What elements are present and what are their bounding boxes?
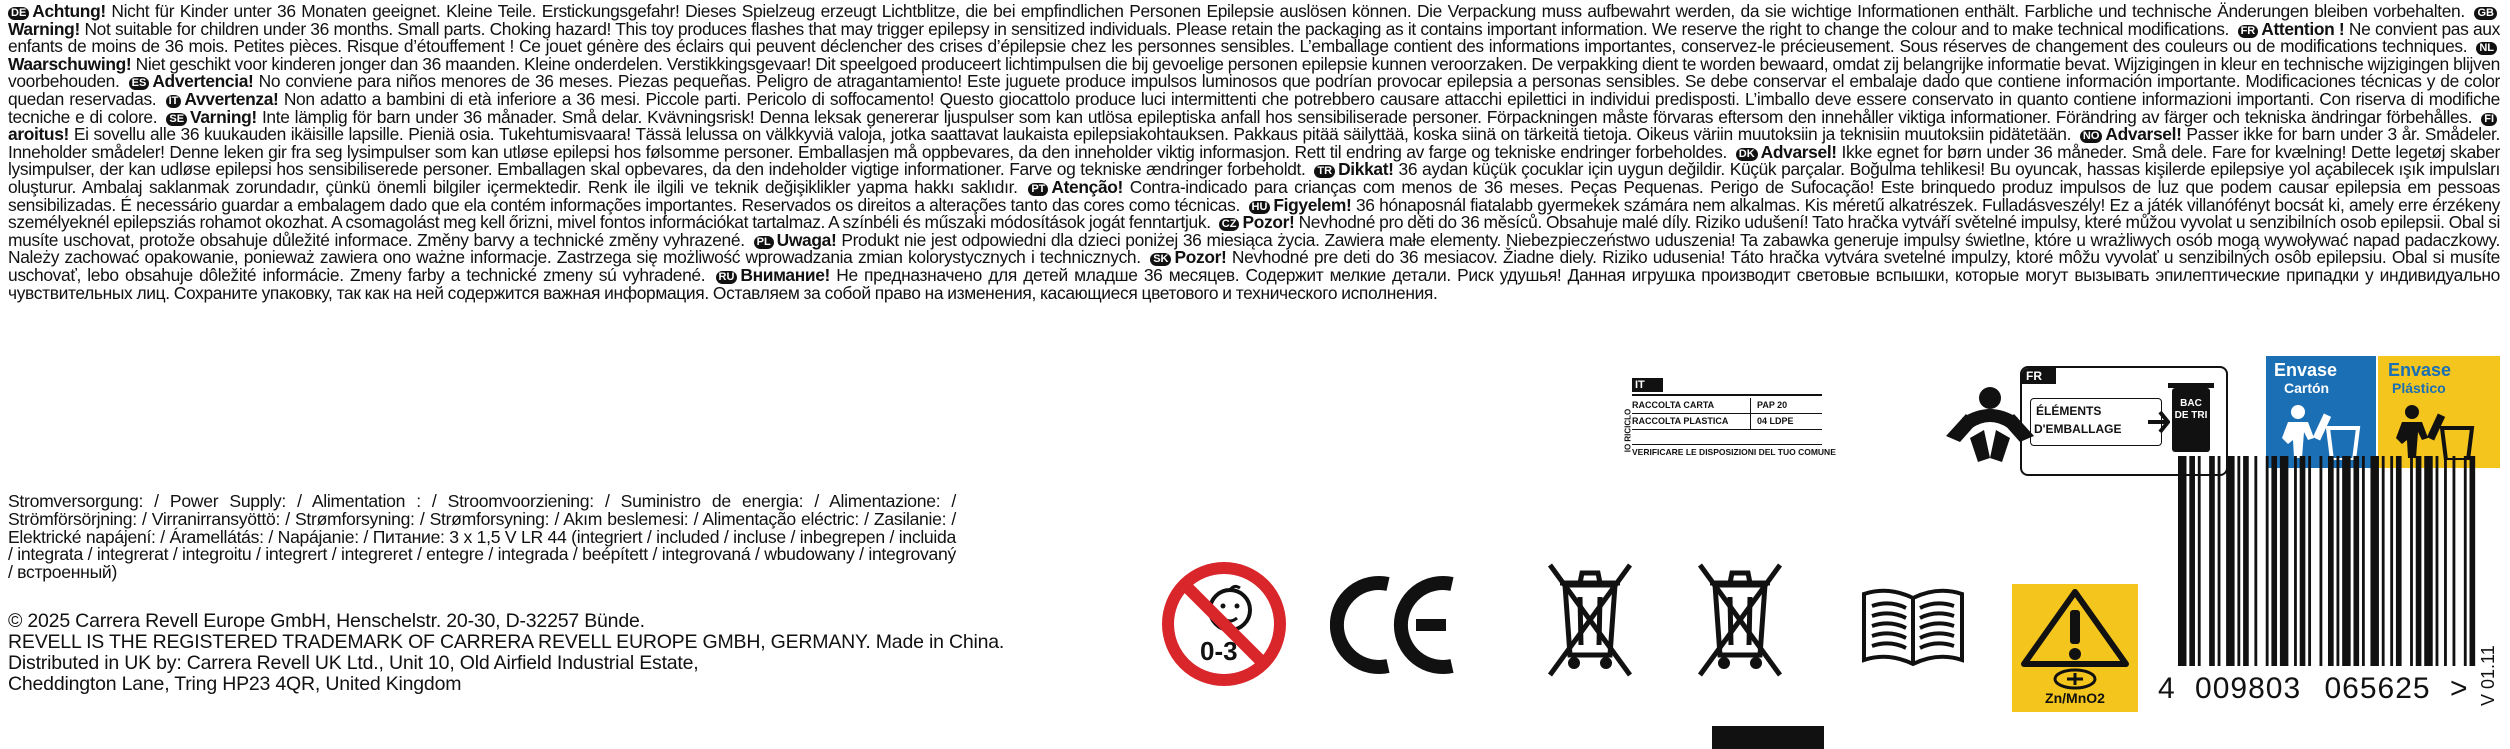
arrow-right-icon [2146, 392, 2170, 452]
warning-heading: Внимание! [740, 264, 830, 285]
warning-battery-label [2012, 584, 2138, 712]
lang-badge: GB [2474, 7, 2497, 20]
it-row-label: RACCOLTA PLASTICA [1632, 416, 1729, 426]
warning-heading: Advarsel! [1760, 141, 1837, 162]
lang-badge: NL [2476, 42, 2497, 55]
warning-body: Nevhodné pre deti do 36 mesiacov. Žiadne diely. Riziko udusenia! Táto hračka vytvára svetelné impulzy, ktoré môžu vyvolať u senzibilných osôb epilepsiu. Obal si musíte uschovať, lebo obsahuje dôležité informácie. Zmeny farby a technické zmeny sú vyhradené. [8, 247, 2500, 285]
trademark-line: REVELL IS THE REGISTERED TRADEMARK OF CARRERA REVELL EUROPE GMBH, GERMANY. Made in China. [8, 631, 1005, 653]
barcode-bar [2294, 456, 2297, 666]
version-label: V 01.11 [2478, 645, 2498, 706]
warning-heading: Attention ! [2261, 18, 2345, 39]
lang-badge: IT [166, 95, 182, 108]
warning-heading: Advarsel! [2105, 124, 2182, 145]
it-row-code: PAP 20 [1750, 398, 1787, 413]
envase-plastico-subtitle: Plástico [2392, 380, 2446, 396]
warning-heading: Pozor! [1242, 212, 1295, 233]
barcode-bar [2320, 456, 2323, 666]
it-side-label: IO RICICLO [1623, 408, 1633, 453]
warning-body: 36 aydan küçük çocuklar için uygun değildir. Küçük parçalar. Boğulma tehlikesi! Bu oyuncak, hassas kişilerde epilepsiye yol açabilecek ışık impulsları oluşturur. Ambalaj saklanmak zorundadır, çünkü önemli bilgiler içermektedir. Renk ile ilgili ve teknik değişiklikler yapma hakkı saklıdır. [8, 159, 2500, 197]
barcode-bar [2410, 456, 2413, 666]
envase-plastico-title: Envase [2388, 360, 2452, 380]
age-label: 0-3 [1200, 636, 1238, 666]
crossed-bin-battery-icon [1690, 555, 1790, 685]
warning-triangle-icon [2020, 588, 2130, 668]
warning-heading: aroitus! [8, 124, 69, 145]
warning-body: Inte lämplig för barn under 36 månader. Små delar. Kvävningsrisk! Denna leksak genererar ljuspulser som kan utlösa epileptiska anfall hos sensibiliserade personer. Förpackningen måste förvaras eftersom den innehåller viktiga informationer. Förändring av färger och tekniska ändringar förbehålles. [261, 106, 2473, 127]
barcode-bar [2470, 456, 2476, 666]
warning-body: Nicht für Kinder unter 36 Monaten geeignet. Kleine Teile. Erstickungsgefahr! Dieses Spielzeug erzeugt Lichtblitze, die bei empfindlichen Personen Epilepsie auslösen können. Die Verpackung muss aufbewahrt werden, da sie wichtige Informationen enthält. Farbliche und technische Änderungen bleiben vorbehalten. [111, 1, 2465, 21]
it-row-carta [1632, 398, 1822, 414]
barcode-bar [2243, 456, 2249, 666]
no-under-3-icon [1160, 560, 1288, 688]
barcode-bar [2218, 456, 2221, 666]
lang-badge: PT [1028, 183, 1048, 196]
warning-body: Ei sovellu alle 36 kuukauden ikäisille lapsille. Pieniä osia. Tukehtumisvaara! Tässä lelussa on välkkyviä valoja, jotka saattavat laukaista epilepsiakohtauksen. Pakkaus pitää säilyttää, koska siinä on tärkeitä tietoja. Oikeus väriin muutoksiin ja teknisiin muutoksiin pidätetään. [73, 124, 2072, 145]
envase-carton-subtitle: Cartón [2284, 380, 2330, 396]
envase-plastico-badge [2378, 356, 2500, 468]
copyright-block [8, 610, 1005, 695]
barcode-number [2158, 672, 2468, 706]
warning-body: Niet geschikt voor kinderen jonger dan 36 maanden. Kleine onderdelen. Verstikkingsgevaar! Dit speelgoed produceert lichtimpulsen die bij gevoelige personen epilepsie kunnen veroorzaken. De verpakking dient te worden bewaard, omdat zij belangrijke informatie bevat. Wijzigingen in kleur en technische wijzigingen blijven voorbehouden. [8, 53, 2500, 92]
warning-text-block [8, 3, 2500, 302]
barcode-bar [2189, 456, 2195, 666]
barcode-bar [2271, 456, 2277, 666]
it-footer-text: VERIFICARE LE DISPOSIZIONI DEL TUO COMUNE [1632, 444, 1822, 457]
coin-battery-icon [2052, 668, 2098, 690]
distributor-line: Distributed in UK by: Carrera Revell UK Ltd., Unit 10, Old Airfield Industrial Estate, [8, 652, 699, 674]
barcode-bar [2396, 456, 2402, 666]
barcode-first-digit: 4 [2158, 672, 2176, 705]
it-row-code: 04 LDPE [1750, 414, 1794, 429]
warning-heading: Avvertenza! [184, 88, 279, 109]
warning-body: Ikke egnet for børn under 36 måneder. Små dele. Fare for kvælning! Dette legetøj skaber lysimpulser, der kan udløse epilepsi hos sensibiliserede personer. Emballagen skal opbevares, da den indeholder vigtige informationer. Farve og tekniske ændringer forbeholdt. [8, 141, 2500, 180]
barcode-bar [2424, 456, 2432, 666]
it-row-plastica [1632, 414, 1822, 430]
plastic-bin-person-icon [2392, 404, 2478, 460]
barcode-bar [2453, 456, 2456, 666]
it-row-label: RACCOLTA CARTA [1632, 400, 1715, 410]
barcode-icon [2178, 456, 2478, 672]
carton-bin-person-icon [2278, 404, 2364, 460]
lang-badge: PL [754, 236, 774, 249]
barcode-group-2: 065625 [2324, 672, 2431, 705]
lang-badge: HU [1249, 201, 1271, 214]
lang-badge: NO [2080, 130, 2103, 143]
warning-body: Contra-indicado para crianças com menos de 36 meses. Peças Pequenas. Perigo de Sufocação! Este brinquedo produz impulsos de luz que podem causar epilepsia em pessoas sensibilizadas. É necessário guardar a embalagem dado que ela contém informações importantes. Reservados os direitos a alterações tanto das cores como técnicas. [8, 176, 2500, 215]
power-supply-text: Stromversorgung: / Power Supply: / Alimentation : / Stroomvoorziening: / Suministro de energia: / Alimentazione: / Strömförsörjning: / Virranirransyöttö: / Strømforsyning: / Strømforsyning: / Akım beslemesi: / Alimentação eléctric: / Zasilanie: / Elektrické napájení: / Áramellátás: / Napájanie: / Питание: 3 x 1,5 V LR 44 (integriert / included / incluse / inbegrepen / incluida / integrata / integrerat / integroitu / integrert / integreret / entegre / integrada / beépített / integrovaná / wbudowany / integrovaný / встроенный) [8, 491, 956, 583]
barcode-bar [2178, 456, 2186, 666]
lang-badge: FR [2238, 25, 2259, 38]
barcode-bar [2390, 456, 2393, 666]
barcode-end-marker: > [2449, 672, 2469, 705]
warning-body: 36 hónaposnál fiatalabb gyermekek számára nem alkalmas. Kis méretű alkatrészek. Fulladásveszély! Ez a játék villanófényt bocsát ki, amely erre érzékeny személyeknél epilepsziás rohamot okozhat. A csomagolást meg kell őrizni, mivel fontos információkat tartalmaz. A színbéli és műszaki módosítások jogát fenntartjuk. [8, 194, 2500, 233]
barcode-bar [2280, 456, 2288, 666]
lang-badge: SK [1150, 253, 1171, 266]
warning-body: Non adatto a bambini di età inferiore a 36 mesi. Piccole parti. Pericolo di soffocamento! Questo giocattolo produce luci intermittenti che potrebbero causare attacchi epilettici in individui predisposti. L’imballo deve essere conservato in quanto contiene informazioni importanti. Con riserva di modifiche tecniche e di colore. [8, 88, 2500, 127]
warning-body: Nevhodné pro děti do 36 měsíců. Obsahuje malé díly. Riziko udušení! Tato hračka vytváří světelné impulsy, které můžou vyvolat u senzibilních osob epilepsii. Obal si musíte uschovat, protože obsahuje důležité informace. Změny barvy a technické změny vyhrazené. [8, 212, 2500, 250]
barcode-bar [2226, 456, 2234, 666]
warning-body: Produkt nie jest odpowiedni dla dzieci poniżej 36 miesiąca życia. Zawiera małe elementy. Niebezpieczeństwo uduszenia! Ta zabawka generuje impulsy świetlne, które u wrażliwych osób mogą wywoływać napad padaczkowy. Należy zachować opakowanie, ponieważ zawiera ono ważne informacje. Zastrzega się możliwość wprowadzania zmian kolorystycznych i technicznych. [8, 229, 2500, 268]
warning-heading: Atenção! [1051, 176, 1123, 197]
barcode-bar [2308, 456, 2311, 666]
barcode-bar [2382, 456, 2385, 666]
ce-mark-icon [1330, 570, 1460, 680]
lang-badge: DE [8, 7, 29, 20]
warning-body: Не предназначено для детей младше 36 месяцев. Содержит мелкие детали. Риск удушья! Данная игрушка производит световые вспышки, которые могут вызывать эпилептические припадки у индивидуально чувствительных лиц. Сохраните упаковку, так как на ней содержится важная информация. Оставляем за собой право на изменения, касающиеся цветового и технического исполнения. [8, 264, 2500, 303]
barcode-bar [2444, 456, 2447, 666]
barcode-bar [2198, 456, 2201, 666]
lang-badge: SE [166, 113, 187, 126]
fr-line1: ÉLÉMENTS [2036, 404, 2102, 418]
barcode-bar [2342, 456, 2350, 666]
barcode-bar [2209, 456, 2215, 666]
barcode-bar [2300, 456, 2306, 666]
address-line: Cheddington Lane, Tring HP23 4QR, United Kingdom [8, 673, 462, 695]
sorting-bin-icon [2172, 388, 2210, 452]
warning-body: No conviene para niños menores de 36 meses. Piezas pequeñas. Peligro de atragantamiento! Este juguete produce impulsos luminosos que podrían provocar epilepsia a personas sensibles. Se debe conservar el embalaje dado que contiene información importante. Modificaciones técnicas y de color quedan reservadas. [8, 71, 2500, 109]
warning-heading: Advertencia! [152, 71, 254, 92]
lang-badge: ES [129, 77, 150, 90]
barcode-bar [2336, 456, 2339, 666]
warning-heading: Uwaga! [776, 229, 837, 250]
warning-body: Not suitable for children under 36 months. Small parts. Choking hazard! This toy produces flashes that may trigger epilepsy in sensitized individuals. Please retain the packaging as it contains important information. We reserve the right to change the colour and to make technical modifications. [84, 18, 2230, 39]
barcode-bar [2370, 456, 2378, 666]
warning-body: Ne convient pas aux enfants de moins de 36 mois. Petites pièces. Risque d’étouffement ! Ce jouet génère des éclairs qui peuvent déclencher des crises d’épilepsie chez les personnes sensibles. L’emballage contient des informations importantes, conservez-le précieusement. Sous réserves de changement des couleurs ou de modifications techniques. [8, 18, 2500, 57]
barcode-bar [2362, 456, 2365, 666]
fr-line2: D'EMBALLAGE [2034, 422, 2122, 436]
warning-heading: Waarschuwing! [8, 53, 132, 74]
lang-badge: TR [1314, 165, 1335, 178]
barcode-bar [2328, 456, 2334, 666]
warning-heading: Achtung! [32, 1, 106, 21]
lang-badge: RU [716, 271, 738, 284]
warning-heading: Figyelem! [1273, 194, 1352, 215]
lang-badge: FI [2481, 113, 2497, 126]
barcode-bar [2464, 456, 2467, 666]
envase-carton-title: Envase [2274, 360, 2338, 380]
copyright-line: © 2025 Carrera Revell Europe GmbH, Henschelstr. 20-30, D-32257 Bünde. [8, 610, 645, 632]
open-book-icon [1858, 580, 1968, 670]
battery-chemistry-label: Zn/MnO2 [2045, 690, 2105, 706]
sorting-bin-label: BAC DE TRI [2174, 398, 2208, 421]
warning-heading: Pozor! [1174, 247, 1227, 268]
barcode-bar [2254, 456, 2257, 666]
lang-badge: CZ [1219, 218, 1240, 231]
warning-heading: Dikkat! [1338, 159, 1394, 180]
warning-heading: Warning! [8, 18, 80, 39]
barcode-bar [2237, 456, 2240, 666]
barcode-bar [2353, 456, 2359, 666]
crossed-bin-icon [1540, 555, 1640, 685]
warning-heading: Varning! [190, 106, 257, 127]
lang-badge: DK [1736, 148, 1758, 161]
barcode-bar [2416, 456, 2422, 666]
barcode-group-1: 009803 [2195, 672, 2302, 705]
barcode-bar [2266, 456, 2269, 666]
it-recycling-label [1623, 378, 1836, 462]
warning-body: Passer ikke for barn under 3 år. Smådeler. Inneholder smådeler! Denne leken gir fra seg lysimpulser som kan utløse epilepsi hos følsomme personer. Emballasjen må oppbevares, da den inneholder viktig informasjon. Rett til endring av farge og tekniske endringer forbeholdes. [8, 124, 2500, 162]
envase-carton-badge [2266, 356, 2376, 468]
it-country-badge: IT [1632, 378, 1663, 392]
fr-country-badge: FR [2022, 368, 2056, 384]
barcode-bar [2436, 456, 2439, 666]
bottom-tab [1712, 726, 1824, 749]
